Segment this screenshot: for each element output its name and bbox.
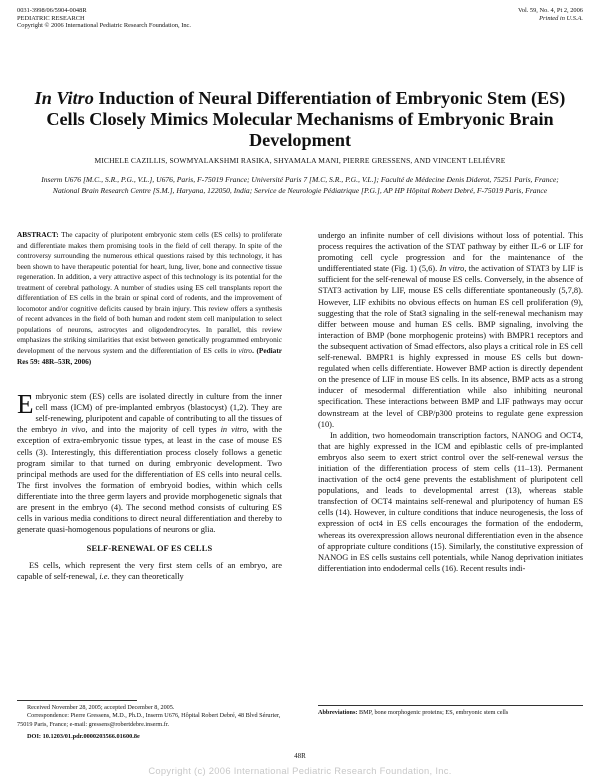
journal-name: PEDIATRIC RESEARCH — [17, 14, 85, 22]
abstract-italic: in vitro — [230, 346, 253, 356]
drop-cap: E — [17, 389, 34, 420]
right-paragraph-1: undergo an infinite number of cell divisions without loss of potential. This process requires the activation of the STAT pathway by either IL-6 or LIF for promoting cell cycle progression and for the maintenance of the undifferentiated state (Fig. 1) (5,6). In vitro, the activation of STAT3 by LIF is sufficient for the self-renewal of mouse ES cells. Conversely, in the absence of STAT3 activation by LIF, mouse ES cells differentiate spontaneously (5,7,8). However, LIF exhibits no obvious effects on human ES cell proliferation (9), suggesting that the role of Stat3 signaling in the self-renewal mechanism may differ between mouse and human ES cells. BMP signaling, involving the interaction of BMP (bone morphogenic proteins) with BMPR1 receptors and the subsequent activation of Smad effectors, also plays a critical role in ES cell self-renewal. BMPR1 is highly expressed in mouse ES cells but down-regulated when cells differentiate. However BMP action is directly dependent on the presence of LIF in mouse ES cells. In its absence, BMP acts as a strong inducer of mesodermal differentiation while also inhibiting neuronal specification. These interactions between BMP and LIF pathways may occur downstream at the level of CBP/p300 proteins to regulate gene expression (10). — [318, 231, 583, 429]
author-list: MICHELE CAZILLIS, SOWMYALAKSHMI RASIKA, SHYAMALA MANI, PIERRE GRESSENS, AND VINCENT LELIÉVRE — [94, 156, 506, 165]
printed-line: Printed in U.S.A. — [539, 14, 583, 22]
abbreviations: Abbreviations: BMP, bone morphogenic proteins; ES, embryonic stem cells — [318, 709, 509, 716]
copyright-watermark: Copyright (c) 2006 International Pediatric Research Foundation, Inc. — [148, 765, 452, 776]
left-column — [17, 230, 282, 583]
footnote-rule-right — [318, 705, 583, 706]
running-header-right — [518, 7, 583, 22]
doi: DOI: 10.1203/01.pdr.0000203566.01600.8e — [27, 733, 140, 741]
abstract-heading: ABSTRACT: — [17, 230, 59, 239]
footnotes-left — [17, 704, 282, 742]
section-heading: SELF-RENEWAL OF ES CELLS — [86, 544, 213, 554]
abstract-text: The capacity of pluripotent embryonic stem cells (ES cells) to proliferate and differentiate makes them promising tools in the field of cell therapy. In spite of the controversy surrounding the numerous ethical questions raised by this technology, it has been shown to have therapeutic potential for heart, lung, liver, bone and connective tissue regeneration. In addition, a very attractive aspect of this technology is its potential for the treatment of cerebral pathology. A number of studies using ES cell transplants report the differentiation of ES cells in the brain or spinal cord of rodents, and the improvement of locomotor and/or cognitive deficits caused by brain injury. This review offers a synthesis of recent advances in the field of both human and rodent stem cell manipulation to select populations of neurons, astrocytes and oligodendrocytes. In parallel, this review emphasizes the striking similarities that exist between genetically programmed embryonic development of the nervous system and the differentiation of ES cells — [17, 230, 282, 356]
right-column — [318, 230, 583, 574]
article-title — [20, 88, 580, 151]
title-italic: In Vitro — [34, 88, 94, 108]
section-paragraph: ES cells, which represent the very first stem cells of an embryo, are capable of self-renewal, i.e. they can theoretically — [17, 561, 282, 582]
right-paragraph-2: In addition, two homeodomain transcription factors, NANOG and OCT4, that are highly expressed in the ICM and epiblastic cells of pre-implanted embryos also seem to exert strict control over the self-renewal versus the initiation of the differentiation process of stem cells (11–13). Permanent inactivation of the oct4 gene prevents the establishment of pluripotent cell populations, and leads to developmental arrest (13), whereas stable transfection of OCT4 maintains self-renewal and pluripotency of human ES cells (14). However, in culture conditions that induce neurogenesis, the loss of expression of oct4 in ES cells encourages the formation of the endoderm, whereas its overexpression allows neuronal differentiation even in the absence of appropriate culture conditions (15). Similarly, the constitutive expression of NANOG in ES cells sustains cell potentials, while Nanog deprivation initiates differentiation into endodermal cells (16). Recent results indi- — [318, 430, 583, 573]
page-number: 48R — [294, 752, 306, 760]
footnote-rule-left — [17, 700, 137, 701]
running-header-left — [17, 7, 191, 30]
affiliations: Inserm U676 [M.C., S.R., P.G., V.L.], U676, Paris, F-75019 France; Université Paris 7 [M.C, S.R., P.G., V.L.]; Faculté de Médecine Denis Diderot, 75251 Paris, France; National Brain Research Centre [S.M.], Haryana, 122050, India; Service de Neurologie Pédiatrique [P.G.], AP HP Hôpital Robert Debré, F-75019 Paris, France — [41, 175, 559, 195]
issn-line: 0031-3998/06/5904-0048R — [17, 7, 87, 14]
copyright-line: Copyright © 2006 International Pediatric Research Foundation, Inc. — [17, 22, 191, 30]
abstract — [17, 230, 282, 367]
volume-line: Vol. 59, No. 4, Pt 2, 2006 — [517, 7, 583, 14]
received-date: Received November 28, 2005; accepted December 8, 2005. — [27, 704, 175, 711]
title-rest: Induction of Neural Differentiation of Embryonic Stem (ES) Cells Closely Mimics Molecular Mechanisms of Embryonic Brain Development — [46, 88, 566, 150]
abstract-citation: . (Pediatr Res 59: 48R–53R, 2006) — [17, 346, 282, 366]
intro-paragraph: Embryonic stem (ES) cells are isolated directly in culture from the inner cell mass (ICM) of pre-implanted embryos (blastocyst) (1,2). They are self-renewing, pluripotent and capable of contributing to all the tissues of the embryo in vivo, and into the majority of cell types in vitro, with the exception of extra-embryonic tissue types, at least in the case of mouse ES cells (3). Interestingly, this differentiation process closely follows a genetic program similar to that turned on during embryonic development. Two principal methods are used for the differentiation of ES cells into neural cells. The first involves the formation of embryoid bodies, within which cells differentiate into the three germ layers and provide morphogenetic signals that are present in the embryo (4). The second method consists of culturing ES cells in various media conditions to direct neural differentiation and thereby to generate quasi-homogenous populations of neurons or glia. — [17, 389, 282, 535]
correspondence: Correspondence: Pierre Gressens, M.D., Ph.D., Inserm U676, Hôpital Robert Debré, 48 Blvd Sérurier, 75019 Paris, France; e-mail: gressens@robertdebre.inserm.fr. — [17, 712, 281, 728]
